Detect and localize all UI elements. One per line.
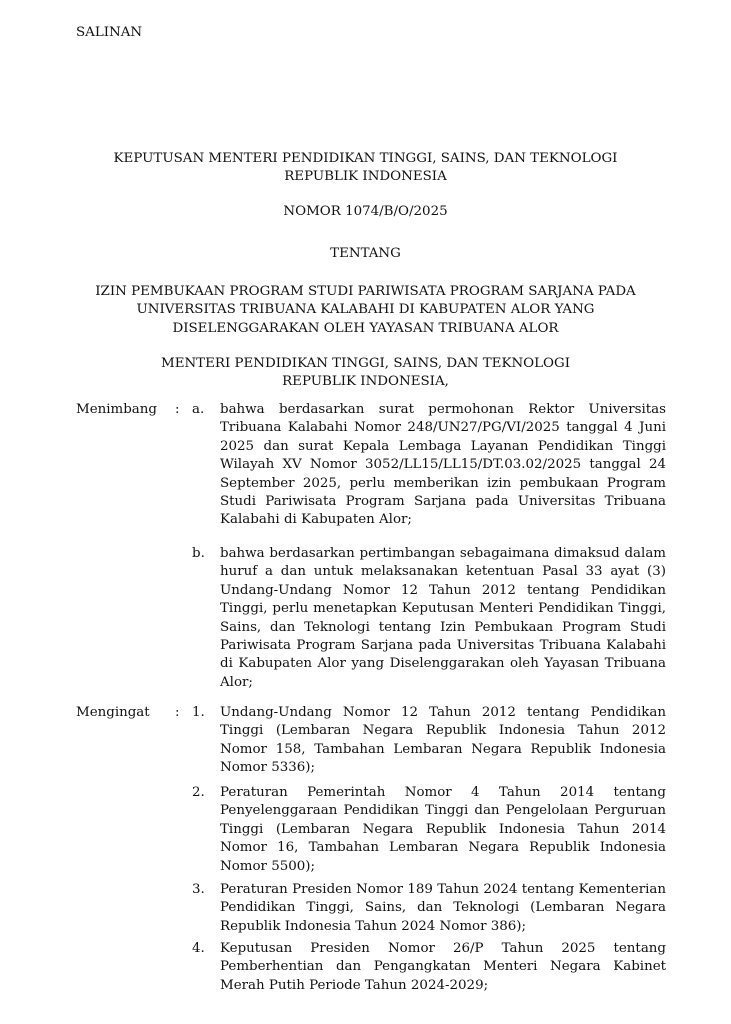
- consideration-text: bahwa berdasarkan surat permohonan Rektor Universitas Tribuana Kalabahi Nomor 248/UN27/PG/VI/2025 tanggal 4 Juni 2025 dan surat Kepala Lembaga Layanan Pendidikan Tinggi Wilayah XV Nomor 3052/LL15/LL15/DT.03.02/2025 tanggal 24 September 2025, perlu memberikan izin pembukaan Program Studi Pariwisata Program Sarjana pada Universitas Tribuana Kalabahi di Kabupaten Alor;: [220, 402, 666, 528]
- decree-subject-line3: DISELENGGARAKAN OLEH YAYASAN TRIBUANA ALOR: [172, 320, 559, 336]
- consideration-text: bahwa berdasarkan pertimbangan sebagaimana dimaksud dalam huruf a dan untuk melaksanakan ketentuan Pasal 33 ayat (3) Undang-Undang Nomor 12 Tahun 2012 tentang Pendidikan Tinggi, perlu menetapkan Keputusan Menteri Pendidikan Tinggi, Sains, dan Teknologi tentang Izin Pembukaan Program Studi Pariwisata Program Sarjana pada Universitas Tribuana Kalabahi di Kabupaten Alor yang Diselenggarakan oleh Yayasan Tribuana Alor;: [220, 546, 666, 690]
- menimbang-colon: :: [175, 402, 180, 417]
- mengingat-label: Mengingat: [76, 705, 150, 720]
- legal-basis-marker: 2.: [192, 785, 205, 800]
- legal-basis-marker: 3.: [192, 882, 205, 897]
- about-label: TENTANG: [330, 246, 401, 261]
- legal-basis-text: Undang-Undang Nomor 12 Tahun 2012 tentang Pendidikan Tinggi (Lembaran Negara Republik Indonesia Tahun 2012 Nomor 158, Tambahan Lembaran Negara Republik Indonesia Nomor 5336);: [220, 705, 666, 776]
- menimbang-label: Menimbang: [76, 402, 157, 417]
- consideration-marker: a.: [192, 402, 205, 417]
- decree-subject-line2: UNIVERSITAS TRIBUANA KALABAHI DI KABUPATEN ALOR YANG: [136, 302, 595, 318]
- decree-subject: [0, 283, 731, 338]
- copy-label: SALINAN: [76, 25, 143, 40]
- issuer-line2: REPUBLIK INDONESIA,: [282, 374, 449, 390]
- about-heading: [0, 245, 731, 263]
- decree-title-line1: KEPUTUSAN MENTERI PENDIDIKAN TINGGI, SAINS, DAN TEKNOLOGI: [113, 151, 618, 166]
- legal-basis-marker: 1.: [192, 705, 205, 720]
- issuer-line1: MENTERI PENDIDIKAN TINGGI, SAINS, DAN TEKNOLOGI: [160, 356, 571, 371]
- consideration-marker: b.: [192, 546, 205, 561]
- legal-basis-text: Keputusan Presiden Nomor 26/P Tahun 2025 tentang Pemberhentian dan Pengangkatan Menteri Negara Kabinet Merah Putih Periode Tahun 2024-2029;: [220, 941, 666, 993]
- decree-number-text: NOMOR 1074/B/O/2025: [283, 204, 448, 219]
- mengingat-colon: :: [175, 705, 180, 720]
- decree-title: [0, 150, 731, 187]
- legal-basis-text: Peraturan Pemerintah Nomor 4 Tahun 2014 tentang Penyelenggaraan Pendidikan Tinggi dan Pengelolaan Perguruan Tinggi (Lembaran Negara Republik Indonesia Tahun 2014 Nomor 16, Tambahan Lembaran Negara Republik Indonesia Nomor 5500);: [220, 785, 666, 874]
- decree-number: [0, 203, 731, 221]
- legal-basis-text: Peraturan Presiden Nomor 189 Tahun 2024 tentang Kementerian Pendidikan Tinggi, Sains, dan Teknologi (Lembaran Negara Republik Indonesia Tahun 2024 Nomor 386);: [220, 882, 666, 934]
- legal-basis-marker: 4.: [192, 941, 205, 956]
- issuer-heading: [0, 355, 731, 392]
- decree-title-line2: REPUBLIK INDONESIA: [284, 169, 447, 185]
- decree-subject-line1: IZIN PEMBUKAAN PROGRAM STUDI PARIWISATA PROGRAM SARJANA PADA: [95, 284, 636, 299]
